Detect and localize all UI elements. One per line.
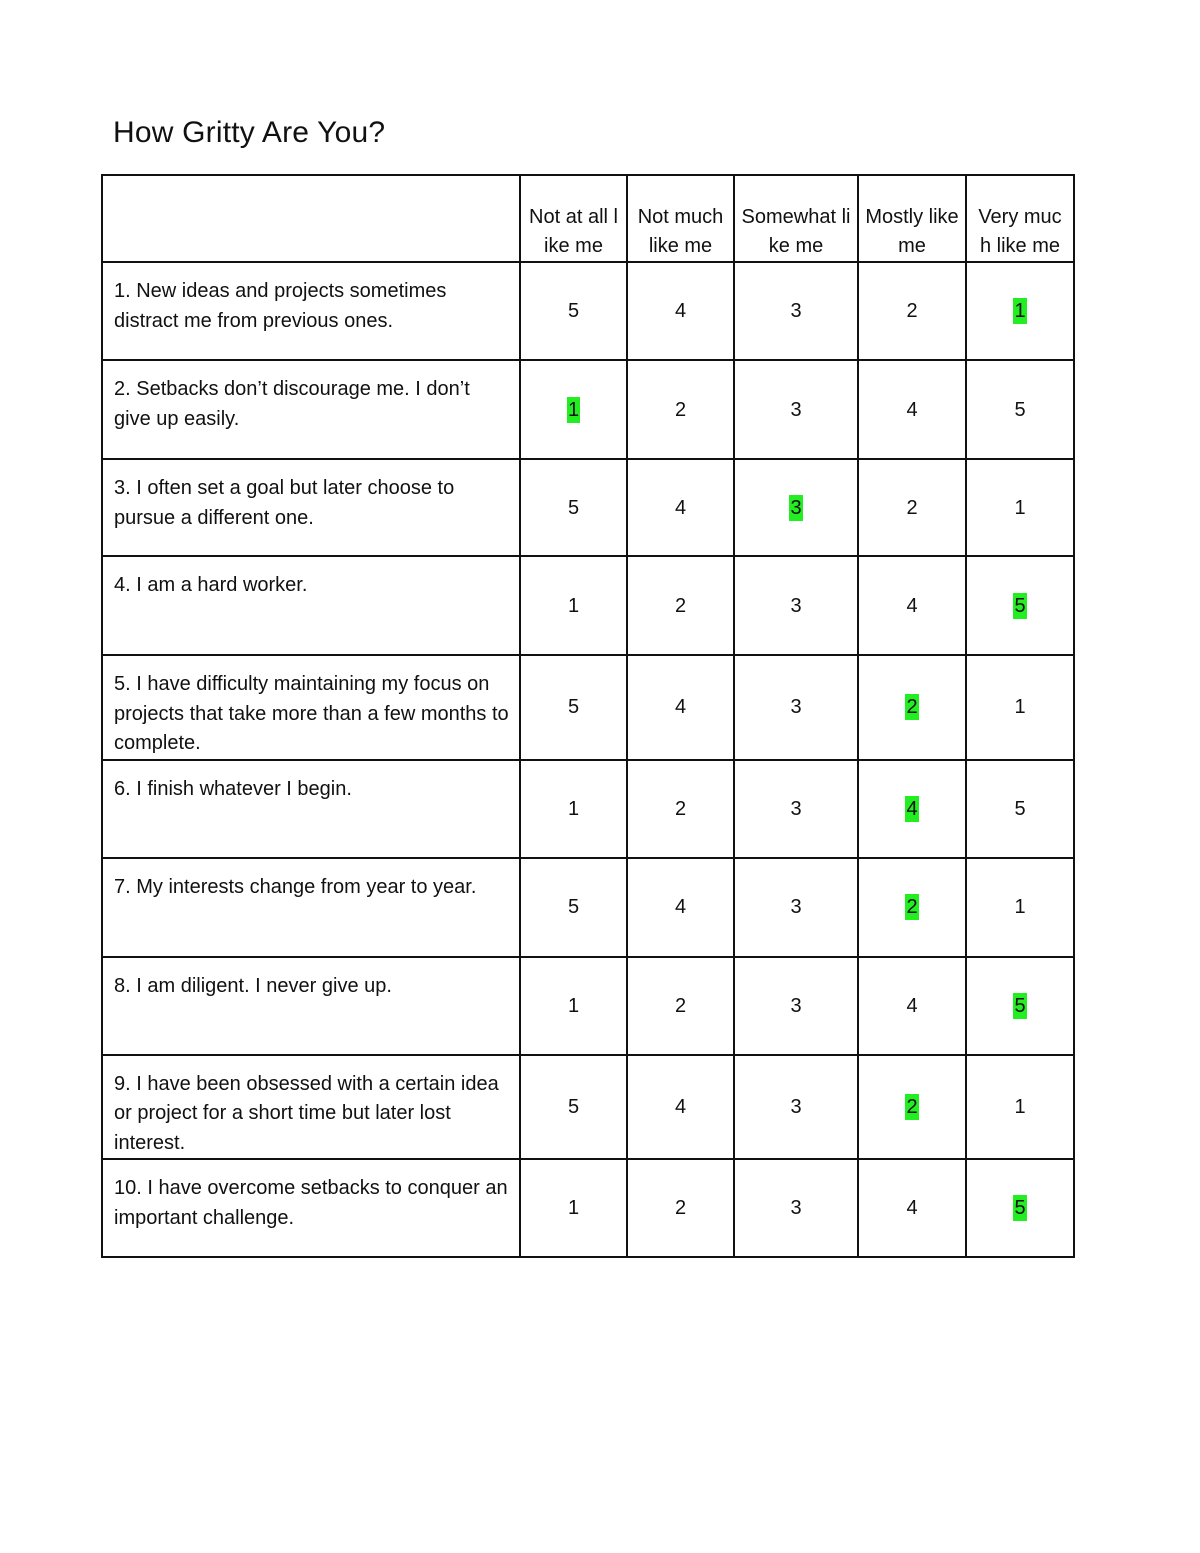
score-value: 1 bbox=[1014, 1095, 1026, 1118]
score-value: 1 bbox=[1014, 696, 1026, 719]
score-cell[interactable] bbox=[858, 957, 966, 1055]
selected-score: 3 bbox=[790, 496, 802, 519]
score-cell[interactable] bbox=[627, 360, 734, 459]
statement-cell: 9. I have been obsessed with a certain idea or project for a short time but later lost interest. bbox=[102, 1055, 520, 1160]
score-cell[interactable] bbox=[734, 459, 858, 556]
score-cell[interactable] bbox=[520, 360, 627, 459]
score-cell[interactable] bbox=[627, 760, 734, 858]
score-cell[interactable] bbox=[520, 858, 627, 957]
selected-score: 2 bbox=[906, 696, 918, 719]
table-row bbox=[102, 957, 1074, 1055]
score-cell[interactable] bbox=[734, 1159, 858, 1257]
score-cell[interactable] bbox=[966, 1159, 1074, 1257]
score-cell[interactable] bbox=[520, 1055, 627, 1160]
score-cell[interactable] bbox=[734, 858, 858, 957]
score-value: 4 bbox=[906, 1197, 918, 1219]
statement-cell: 1. New ideas and projects sometimes distract me from previous ones. bbox=[102, 262, 520, 360]
score-value: 2 bbox=[906, 300, 918, 322]
score-value: 4 bbox=[674, 496, 687, 519]
score-value: 4 bbox=[906, 594, 918, 617]
table-row bbox=[102, 1055, 1074, 1160]
score-cell[interactable] bbox=[966, 760, 1074, 858]
score-cell[interactable] bbox=[627, 655, 734, 760]
score-cell[interactable] bbox=[858, 1159, 966, 1257]
score-cell[interactable] bbox=[966, 556, 1074, 655]
score-cell[interactable] bbox=[627, 1159, 734, 1257]
header-row bbox=[102, 175, 1074, 262]
score-value: 4 bbox=[906, 398, 918, 421]
score-value: 3 bbox=[790, 696, 802, 719]
score-value: 2 bbox=[674, 1197, 687, 1219]
score-value: 5 bbox=[1014, 797, 1026, 820]
score-cell[interactable] bbox=[858, 556, 966, 655]
selected-score: 5 bbox=[1014, 1197, 1026, 1219]
score-cell[interactable] bbox=[966, 1055, 1074, 1160]
score-value: 2 bbox=[674, 594, 687, 617]
score-cell[interactable] bbox=[627, 459, 734, 556]
score-value: 5 bbox=[567, 496, 580, 519]
score-value: 3 bbox=[790, 797, 802, 820]
grit-survey-table bbox=[101, 174, 1075, 1258]
table-row bbox=[102, 556, 1074, 655]
score-cell[interactable] bbox=[734, 1055, 858, 1160]
score-value: 5 bbox=[567, 1095, 580, 1118]
table-row bbox=[102, 858, 1074, 957]
score-cell[interactable] bbox=[734, 360, 858, 459]
selected-score: 5 bbox=[1014, 994, 1026, 1017]
score-value: 1 bbox=[1014, 896, 1026, 918]
score-cell[interactable] bbox=[627, 858, 734, 957]
score-cell[interactable] bbox=[627, 1055, 734, 1160]
selected-score: 4 bbox=[906, 797, 918, 820]
score-cell[interactable] bbox=[858, 360, 966, 459]
score-cell[interactable] bbox=[858, 655, 966, 760]
page-title: How Gritty Are You? bbox=[113, 116, 386, 149]
score-cell[interactable] bbox=[627, 262, 734, 360]
score-value: 1 bbox=[1014, 496, 1026, 519]
score-cell[interactable] bbox=[858, 1055, 966, 1160]
selected-score: 1 bbox=[567, 398, 580, 421]
score-value: 2 bbox=[674, 398, 687, 421]
table-row bbox=[102, 459, 1074, 556]
score-cell[interactable] bbox=[520, 556, 627, 655]
statement-cell: 10. I have overcome setbacks to conquer an important challenge. bbox=[102, 1159, 520, 1257]
score-cell[interactable] bbox=[520, 957, 627, 1055]
selected-score: 5 bbox=[1014, 594, 1026, 617]
score-value: 4 bbox=[674, 1095, 687, 1118]
score-value: 1 bbox=[567, 594, 580, 617]
statement-cell: 7. My interests change from year to year. bbox=[102, 858, 520, 957]
score-cell[interactable] bbox=[966, 459, 1074, 556]
header-cell-not-at-all-like-me: Not at all like me bbox=[520, 175, 627, 262]
score-cell[interactable] bbox=[734, 556, 858, 655]
header-cell-statement bbox=[102, 175, 520, 262]
score-value: 3 bbox=[790, 896, 802, 918]
score-value: 3 bbox=[790, 594, 802, 617]
table-row bbox=[102, 262, 1074, 360]
score-cell[interactable] bbox=[966, 858, 1074, 957]
header-cell-not-much-like-me: Not much like me bbox=[627, 175, 734, 262]
table-row bbox=[102, 760, 1074, 858]
score-cell[interactable] bbox=[858, 262, 966, 360]
score-cell[interactable] bbox=[627, 957, 734, 1055]
statement-cell: 3. I often set a goal but later choose to pursue a different one. bbox=[102, 459, 520, 556]
score-cell[interactable] bbox=[966, 262, 1074, 360]
score-cell[interactable] bbox=[520, 655, 627, 760]
score-value: 3 bbox=[790, 1095, 802, 1118]
score-cell[interactable] bbox=[734, 655, 858, 760]
score-value: 5 bbox=[1014, 398, 1026, 421]
statement-cell: 2. Setbacks don’t discourage me. I don’t give up easily. bbox=[102, 360, 520, 459]
header-cell-very-much-like-me: Very much like me bbox=[966, 175, 1074, 262]
score-cell[interactable] bbox=[966, 655, 1074, 760]
score-cell[interactable] bbox=[734, 957, 858, 1055]
score-value: 2 bbox=[674, 797, 687, 820]
score-value: 5 bbox=[567, 300, 580, 322]
score-cell[interactable] bbox=[520, 1159, 627, 1257]
header-cell-mostly-like-me: Mostly like me bbox=[858, 175, 966, 262]
score-value: 2 bbox=[906, 496, 918, 519]
score-value: 2 bbox=[674, 994, 687, 1017]
score-value: 4 bbox=[674, 696, 687, 719]
score-cell[interactable] bbox=[520, 760, 627, 858]
score-value: 5 bbox=[567, 896, 580, 918]
header-cell-somewhat-like-me: Somewhat like me bbox=[734, 175, 858, 262]
score-value: 5 bbox=[567, 696, 580, 719]
score-cell[interactable] bbox=[520, 262, 627, 360]
survey-body bbox=[102, 262, 1074, 1257]
score-value: 4 bbox=[906, 994, 918, 1017]
score-value: 4 bbox=[674, 300, 687, 322]
score-cell[interactable] bbox=[858, 760, 966, 858]
table-row bbox=[102, 1159, 1074, 1257]
statement-cell: 5. I have difficulty maintaining my focus on projects that take more than a few months to complete. bbox=[102, 655, 520, 760]
score-cell[interactable] bbox=[734, 760, 858, 858]
score-value: 3 bbox=[790, 398, 802, 421]
score-cell[interactable] bbox=[858, 858, 966, 957]
score-cell[interactable] bbox=[966, 360, 1074, 459]
score-value: 3 bbox=[790, 1197, 802, 1219]
score-value: 1 bbox=[567, 994, 580, 1017]
score-cell[interactable] bbox=[520, 459, 627, 556]
score-cell[interactable] bbox=[966, 957, 1074, 1055]
statement-cell: 4. I am a hard worker. bbox=[102, 556, 520, 655]
selected-score: 1 bbox=[1014, 300, 1026, 322]
table-row bbox=[102, 360, 1074, 459]
score-cell[interactable] bbox=[858, 459, 966, 556]
selected-score: 2 bbox=[906, 896, 918, 918]
score-value: 3 bbox=[790, 994, 802, 1017]
score-cell[interactable] bbox=[734, 262, 858, 360]
score-value: 1 bbox=[567, 797, 580, 820]
table-row bbox=[102, 655, 1074, 760]
statement-cell: 8. I am diligent. I never give up. bbox=[102, 957, 520, 1055]
score-value: 3 bbox=[790, 300, 802, 322]
statement-cell: 6. I finish whatever I begin. bbox=[102, 760, 520, 858]
score-value: 1 bbox=[567, 1197, 580, 1219]
score-value: 4 bbox=[674, 896, 687, 918]
score-cell[interactable] bbox=[627, 556, 734, 655]
selected-score: 2 bbox=[906, 1095, 918, 1118]
